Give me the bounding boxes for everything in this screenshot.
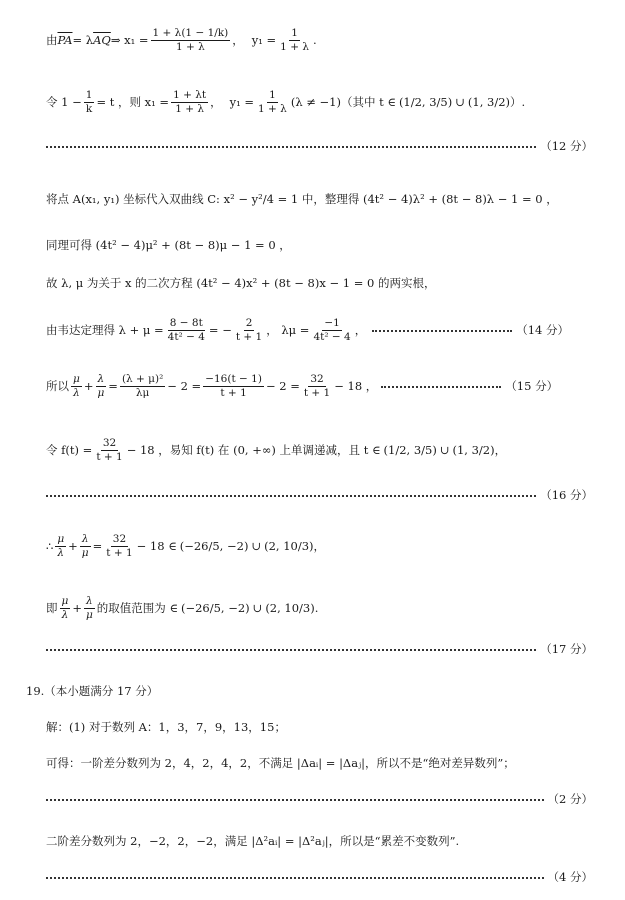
fraction-mu-over-lambda: $\frac{\mu}{\lambda}$ bbox=[57, 533, 65, 559]
score-label: （17 分） bbox=[540, 642, 593, 656]
text-minus2b: − 2 = bbox=[265, 379, 300, 393]
union-symbol: ∪ bbox=[252, 601, 263, 615]
line-vieta bbox=[46, 310, 569, 350]
score-line-17 bbox=[46, 642, 593, 656]
text-eq: = bbox=[92, 539, 103, 553]
union-symbol: ∪ bbox=[455, 95, 465, 109]
line-vector-relation bbox=[46, 18, 317, 62]
text-eq: = − bbox=[208, 323, 232, 337]
fraction-mu-over-lambda: $\frac{\mu}{\lambda}$ bbox=[61, 595, 69, 621]
text-eq: = bbox=[108, 379, 118, 393]
line-quadratic-roots: 故 λ, μ 为关于 x 的二次方程 (4t² − 4)x² + (8t − 8)x − 1 = 0 的两实根， bbox=[46, 276, 436, 290]
fraction-lambda-over-mu: $\frac{\lambda}{\mu}$ bbox=[97, 373, 105, 399]
fraction-lambda-over-mu: $\frac{\lambda}{\mu}$ bbox=[85, 595, 93, 621]
score-line-16 bbox=[46, 488, 593, 502]
text-condition: (λ ≠ −1)（其中 t ∈ bbox=[290, 95, 396, 109]
union-symbol: ∪ bbox=[439, 443, 450, 457]
text-prefix: 所以 bbox=[46, 379, 69, 393]
fraction-32-over: $\frac{32}{t + 1}$ bbox=[96, 437, 123, 463]
line-second-difference: 二阶差分数列为 2，−2，2，−2，满足 |Δ²aᵢ| = |Δ²aⱼ|，所以是“累差不变数列”. bbox=[46, 834, 460, 848]
text-y1: y₁ = bbox=[251, 33, 277, 47]
text-sep: ， λμ = bbox=[266, 323, 310, 337]
fraction-product: $\frac{-1}{\text{4t² − 4}}$ bbox=[313, 317, 351, 343]
text-end: ， bbox=[313, 539, 326, 553]
line-function-def bbox=[46, 428, 506, 472]
fraction-32: $\frac{32}{t + 1}$ bbox=[106, 533, 133, 559]
fraction-lambda-over-mu: $\frac{\lambda}{\mu}$ bbox=[81, 533, 89, 559]
text-end: ， bbox=[354, 323, 367, 337]
vector-pa: $\overline{PA}$ bbox=[57, 33, 73, 47]
text-sep: ， bbox=[232, 33, 244, 47]
line-therefore bbox=[46, 524, 325, 568]
fraction-square: $\frac{\text{(λ + μ)²}}{\lambda\mu}$ bbox=[121, 373, 164, 399]
interval-1: (−26/5, −2) bbox=[180, 601, 250, 615]
text-prefix: 令 f(t) = bbox=[46, 443, 93, 457]
text-eq-t: = t ，则 x₁ = bbox=[96, 95, 170, 109]
text-mid: − 18 ，易知 f(t) 在 (0, +∞) 上单调递减，且 t ∈ bbox=[126, 443, 381, 457]
text-eq: = λ bbox=[72, 33, 94, 47]
text-minus2: − 2 = bbox=[167, 379, 202, 393]
line-substitution bbox=[46, 82, 525, 122]
score-line-2 bbox=[46, 792, 593, 806]
score-label-14: （14 分） bbox=[516, 323, 570, 337]
interval-2: (2, 10/3) bbox=[265, 601, 315, 615]
vector-aq: $\overline{AQ}$ bbox=[93, 33, 111, 47]
text-plus: + bbox=[72, 601, 82, 615]
text-prefix: ∴ bbox=[46, 539, 54, 553]
text-end: . bbox=[314, 601, 319, 615]
interval-1: (1/2, 3/5) bbox=[383, 443, 437, 457]
fraction-t-expr: $\frac{-16(t - 1)}{t + 1}$ bbox=[205, 373, 262, 399]
line-first-difference: 可得：一阶差分数列为 2，4，2，4，2，不满足 |Δaᵢ| = |Δaⱼ|，所以不是“绝对差异数列”； bbox=[46, 756, 515, 770]
line-ratio-sum bbox=[46, 364, 558, 408]
score-label: （12 分） bbox=[540, 139, 593, 153]
text-prefix: 由 bbox=[46, 33, 58, 47]
fraction-y1-t: $\frac{1}{1 + \lambda}$ bbox=[258, 89, 287, 115]
text-end: . bbox=[312, 33, 317, 47]
union-symbol: ∪ bbox=[251, 539, 262, 553]
fraction-y1: $\frac{1}{1 + \lambda}$ bbox=[280, 27, 309, 53]
score-line-4 bbox=[46, 870, 593, 884]
score-line-12 bbox=[46, 139, 593, 153]
fraction-simplified: $\frac{2}{t + 1}$ bbox=[235, 317, 263, 343]
text-prefix: 即 bbox=[46, 601, 58, 615]
fraction-32: $\frac{32}{t + 1}$ bbox=[303, 373, 331, 399]
text-prefix: 由韦达定理得 λ + μ = bbox=[46, 323, 164, 337]
score-label: （2 分） bbox=[547, 792, 593, 806]
score-label: （4 分） bbox=[547, 870, 593, 884]
text-end: − 18 ， bbox=[334, 379, 378, 393]
text-implies: ⇒ x₁ = bbox=[110, 33, 149, 47]
line-similar-equation: 同理可得 (4t² − 4)μ² + (8t − 8)μ − 1 = 0 ， bbox=[46, 238, 291, 252]
interval-2: (1, 3/2) bbox=[467, 95, 510, 109]
score-label: （16 分） bbox=[540, 488, 593, 502]
line-range-result bbox=[46, 586, 318, 630]
text-plus: + bbox=[68, 539, 78, 553]
text-end: ）. bbox=[510, 95, 526, 109]
text-mid: − 18 ∈ bbox=[136, 539, 177, 553]
interval-1: (−26/5, −2) bbox=[179, 539, 249, 553]
fraction-mu-over-lambda: $\frac{\mu}{\lambda}$ bbox=[73, 373, 80, 399]
fraction-1-over-k: $\frac{1}{k}$ bbox=[85, 89, 93, 115]
text-end: ， bbox=[494, 443, 507, 457]
fraction-sum: $\frac{8 - 8t}{\text{4t² − 4}}$ bbox=[167, 317, 205, 343]
text-prefix: 令 1 − bbox=[46, 95, 82, 109]
interval-1: (1/2, 3/5) bbox=[398, 95, 453, 109]
text-plus: + bbox=[83, 379, 94, 393]
text-mid: 的取值范围为 ∈ bbox=[96, 601, 178, 615]
line-sequence-a: 解：(1) 对于数列 A：1，3，7，9，13，15； bbox=[46, 720, 286, 734]
interval-2: (2, 10/3) bbox=[264, 539, 314, 553]
question-19-heading: 19.（本小题满分 17 分） bbox=[26, 684, 159, 698]
fraction-x1: $\frac{1 + \lambda(1 - 1/k)}{1 + \lambda}$ bbox=[152, 27, 229, 53]
score-label-15: （15 分） bbox=[505, 379, 559, 393]
text-sep: ， bbox=[210, 95, 222, 109]
line-hyperbola-substitution: 将点 A(x₁, y₁) 坐标代入双曲线 C: x² − y²/4 = 1 中，整理得 (4t² − 4)λ² + (8t − 8)λ − 1 = 0 ， bbox=[46, 192, 558, 206]
fraction-x1-t: $\frac{1 + \lambda t}{1 + \lambda}$ bbox=[173, 89, 207, 115]
text-y1: y₁ = bbox=[229, 95, 255, 109]
interval-2: (1, 3/2) bbox=[452, 443, 495, 457]
